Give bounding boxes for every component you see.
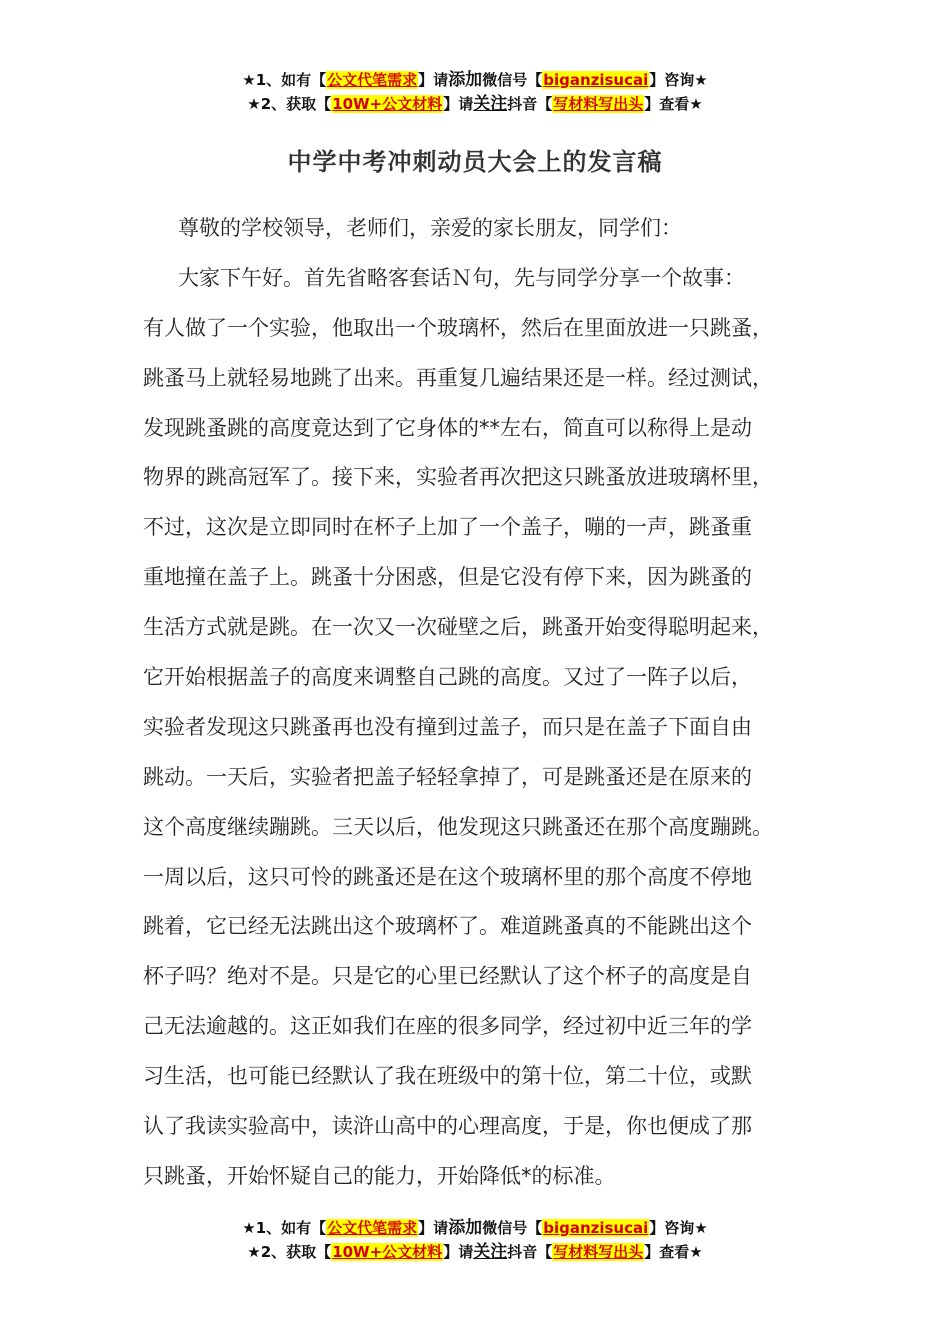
body-line: 它开始根据盖子的高度来调整自己跳的高度。又过了一阵子以后， xyxy=(143,665,752,690)
highlight-materials: 10W+公文材料 xyxy=(332,95,443,113)
highlight-service: 公文代笔需求 xyxy=(327,1219,418,1237)
footer-banner xyxy=(0,1216,950,1264)
body-line: 大家下午好。首先省略客套话Ｎ句，先与同学分享一个故事： xyxy=(178,265,745,290)
body-line: 己无法逾越的。这正如我们在座的很多同学，经过初中近三年的学 xyxy=(143,1014,752,1039)
body-line: 有人做了一个实验，他取出一个玻璃杯，然后在里面放进一只跳蚤， xyxy=(143,315,773,340)
douyin-account: 写材料写出头 xyxy=(553,95,644,113)
banner-text: ★1、如有【 xyxy=(242,1219,327,1237)
body-line: 只跳蚤，开始怀疑自己的能力，开始降低*的标准。 xyxy=(143,1163,616,1188)
wechat-id: biganzisucai xyxy=(543,71,649,89)
body-line: 认了我读实验高中，读浒山高中的心理高度，于是，你也便成了那 xyxy=(143,1114,752,1139)
body-line: 重地撞在盖子上。跳蚤十分困惑，但是它没有停下来，因为跳蚤的 xyxy=(143,565,752,590)
body-line: 跳蚤马上就轻易地跳了出来。再重复几遍结果还是一样。经过测试， xyxy=(143,365,773,390)
banner-text: 】查看★ xyxy=(644,95,703,113)
body-line: 一周以后，这只可怜的跳蚤还是在这个玻璃杯里的那个高度不停地 xyxy=(143,864,752,889)
banner-text: 微信号【 xyxy=(482,71,543,89)
body-line: 实验者发现这只跳蚤再也没有撞到过盖子，而只是在盖子下面自由 xyxy=(143,714,752,739)
salutation-line: 尊敬的学校领导，老师们，亲爱的家长朋友，同学们： xyxy=(178,216,682,240)
banner-line-1 xyxy=(0,1216,950,1240)
banner-text: 抖音【 xyxy=(507,1243,553,1261)
highlight-materials: 10W+公文材料 xyxy=(332,1243,443,1261)
banner-text: 】请 xyxy=(443,1243,474,1261)
banner-line-1 xyxy=(0,68,950,92)
banner-text: 】咨询★ xyxy=(649,1219,708,1237)
banner-emphasis: 关注 xyxy=(473,1242,508,1262)
banner-text: 微信号【 xyxy=(482,1219,543,1237)
banner-text: 】咨询★ xyxy=(649,71,708,89)
banner-text: 】请 xyxy=(418,1219,449,1237)
wechat-id: biganzisucai xyxy=(543,1219,649,1237)
banner-text: ★2、获取【 xyxy=(247,1243,332,1261)
body-line: 不过，这次是立即同时在杯子上加了一个盖子，嘣的一声，跳蚤重 xyxy=(143,515,752,540)
body-line: 发现跳蚤跳的高度竟达到了它身体的**左右，简直可以称得上是动 xyxy=(143,415,752,440)
banner-text: ★2、获取【 xyxy=(247,95,332,113)
banner-text: 】请 xyxy=(418,71,449,89)
banner-line-2 xyxy=(0,92,950,116)
document-title: 中学中考冲刺动员大会上的发言稿 xyxy=(287,148,663,176)
body-line: 生活方式就是跳。在一次又一次碰壁之后，跳蚤开始变得聪明起来， xyxy=(143,615,773,640)
banner-text: 】请 xyxy=(443,95,474,113)
header-banner xyxy=(0,68,950,116)
body-line: 习生活，也可能已经默认了我在班级中的第十位，第二十位，或默 xyxy=(143,1064,752,1089)
banner-emphasis: 关注 xyxy=(473,94,508,114)
body-line: 跳动。一天后，实验者把盖子轻轻拿掉了，可是跳蚤还是在原来的 xyxy=(143,764,752,789)
banner-line-2 xyxy=(0,1240,950,1264)
body-line: 跳着，它已经无法跳出这个玻璃杯了。难道跳蚤真的不能跳出这个 xyxy=(143,914,752,939)
banner-emphasis: 添加 xyxy=(448,70,483,90)
body-line: 这个高度继续蹦跳。三天以后，他发现这只跳蚤还在那个高度蹦跳。 xyxy=(143,814,773,839)
highlight-service: 公文代笔需求 xyxy=(327,71,418,89)
document-body xyxy=(143,204,813,1202)
body-line: 物界的跳高冠军了。接下来，实验者再次把这只跳蚤放进玻璃杯里， xyxy=(143,465,773,490)
banner-emphasis: 添加 xyxy=(448,1218,483,1238)
banner-text: ★1、如有【 xyxy=(242,71,327,89)
body-line: 杯子吗？绝对不是。只是它的心里已经默认了这个杯子的高度是自 xyxy=(143,964,752,989)
banner-text: 抖音【 xyxy=(507,95,553,113)
douyin-account: 写材料写出头 xyxy=(553,1243,644,1261)
banner-text: 】查看★ xyxy=(644,1243,703,1261)
